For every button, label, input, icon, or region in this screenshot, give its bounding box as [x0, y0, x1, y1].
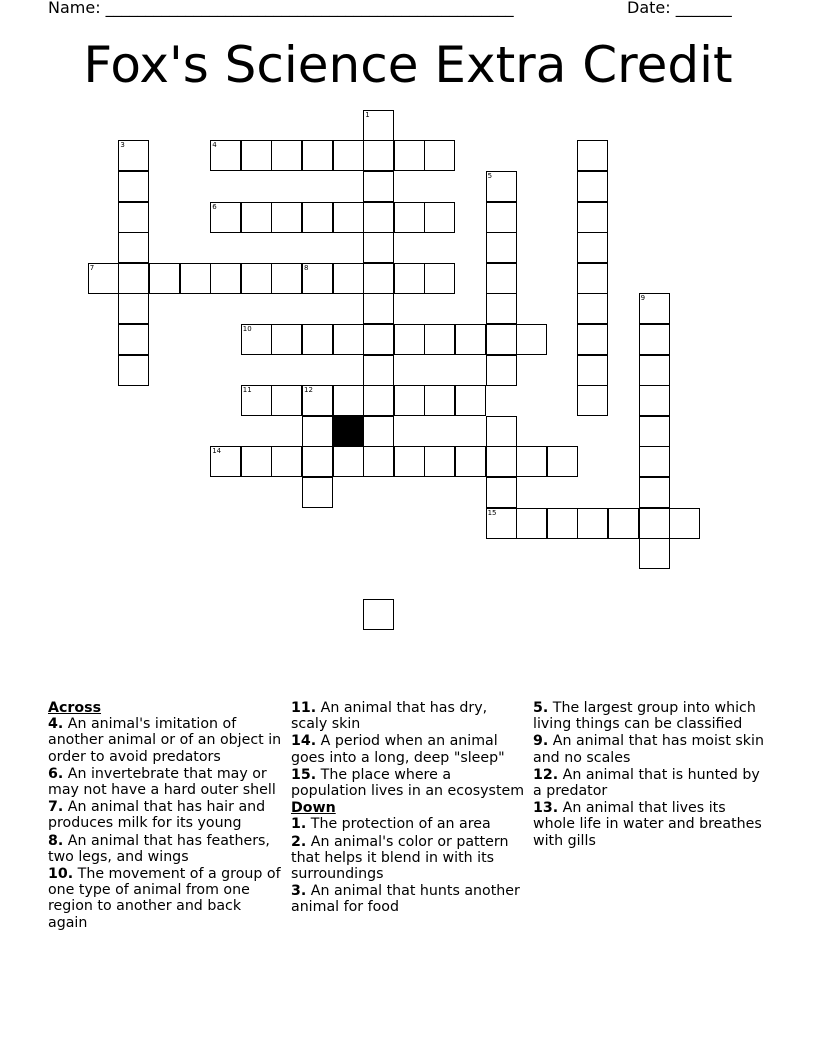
grid-cell[interactable]	[577, 202, 608, 233]
grid-cell[interactable]	[333, 446, 364, 477]
grid-cell[interactable]	[486, 171, 517, 202]
name-label: Name: ___________________________________________________	[48, 0, 514, 17]
clue-item-text: An animal that has dry, scaly skin	[291, 700, 488, 733]
clue-number: 6	[212, 202, 217, 211]
grid-cell[interactable]	[241, 202, 272, 233]
grid-cell[interactable]	[118, 263, 149, 294]
grid-cell[interactable]	[394, 140, 425, 171]
grid-cell[interactable]	[302, 324, 333, 355]
grid-cell[interactable]	[210, 263, 241, 294]
clue-item-number: 8.	[48, 832, 64, 849]
grid-cell[interactable]	[424, 202, 455, 233]
grid-cell[interactable]	[394, 385, 425, 416]
grid-cell[interactable]	[639, 538, 670, 569]
clue-item-text: The movement of a group of one type of animal from one region to another and back again	[48, 866, 281, 931]
grid-cell[interactable]	[577, 140, 608, 171]
grid-cell[interactable]	[486, 232, 517, 263]
grid-cell[interactable]	[302, 140, 333, 171]
clue-item-number: 11.	[291, 700, 317, 716]
grid-cell[interactable]	[118, 232, 149, 263]
clue-item-text: An animal that hunts another animal for food	[291, 883, 520, 916]
grid-cell[interactable]	[302, 263, 333, 294]
grid-cell[interactable]	[88, 263, 119, 294]
clue-number: 8	[304, 263, 309, 272]
clue-item-number: 4.	[48, 716, 64, 733]
grid-cell[interactable]	[302, 416, 333, 447]
clue-item	[291, 733, 527, 765]
clue-item-text: An animal that has feathers, two legs, and wings	[48, 832, 270, 865]
grid-cell[interactable]	[577, 355, 608, 386]
grid-cell[interactable]	[333, 324, 364, 355]
clue-number: 11	[242, 386, 252, 395]
grid-cell[interactable]	[455, 385, 486, 416]
clue-item	[48, 716, 284, 765]
clue-item-text: A period when an animal goes into a long, deep "sleep"	[291, 733, 505, 766]
clue-item	[291, 834, 527, 883]
grid-cell[interactable]	[394, 446, 425, 477]
grid-cell[interactable]	[210, 202, 241, 233]
grid-cell[interactable]	[577, 263, 608, 294]
clue-item-number: 3.	[291, 883, 307, 900]
clue-item-number: 7.	[48, 799, 64, 816]
grid-cell[interactable]	[241, 446, 272, 477]
grid-cell[interactable]	[271, 140, 302, 171]
across-heading: Across	[48, 700, 102, 716]
grid-cell[interactable]	[424, 385, 455, 416]
grid-cell[interactable]	[118, 171, 149, 202]
grid-cell[interactable]	[669, 508, 700, 539]
grid-cell[interactable]	[241, 324, 272, 355]
grid-cell[interactable]	[639, 446, 670, 477]
grid-cell[interactable]	[577, 508, 608, 539]
grid-cell[interactable]	[241, 263, 272, 294]
grid-cell[interactable]	[486, 293, 517, 324]
clue-item-text: The largest group into which living things can be classified	[533, 700, 756, 733]
clue-item	[48, 766, 284, 798]
clue-number: 14	[212, 447, 222, 456]
grid-cell[interactable]	[486, 355, 517, 386]
grid-cell[interactable]	[639, 508, 670, 539]
clue-item-number: 14.	[291, 733, 317, 750]
clue-item-text: An animal that lives its whole life in water and breathes with gills	[533, 800, 762, 849]
grid-cell[interactable]	[486, 508, 517, 539]
grid-cell[interactable]	[363, 599, 394, 630]
grid-cell[interactable]	[486, 416, 517, 447]
grid-cell[interactable]	[118, 293, 149, 324]
grid-cell[interactable]	[486, 477, 517, 508]
grid-cell[interactable]	[363, 385, 394, 416]
grid-cell[interactable]	[486, 263, 517, 294]
grid-cell[interactable]	[118, 140, 149, 171]
clue-item-text: The protection of an area	[310, 816, 491, 833]
grid-cell[interactable]	[424, 324, 455, 355]
grid-cell[interactable]	[516, 446, 547, 477]
grid-cell[interactable]	[118, 202, 149, 233]
grid-cell[interactable]	[547, 508, 578, 539]
grid-cell[interactable]	[639, 385, 670, 416]
black-cell	[333, 416, 364, 447]
clue-item	[48, 866, 284, 931]
clue-item	[48, 833, 284, 865]
grid-cell[interactable]	[302, 385, 333, 416]
clue-item-number: 2.	[291, 833, 307, 850]
date-label: Date: _______	[627, 0, 732, 17]
clue-number: 3	[120, 141, 125, 150]
grid-cell[interactable]	[363, 355, 394, 386]
grid-cell[interactable]	[577, 171, 608, 202]
clue-item	[533, 733, 769, 765]
clue-item-text: An animal's imitation of another animal or of an object in order to avoid predators	[48, 716, 282, 765]
clue-item-text: An invertebrate that may or may not have a hard outer shell	[48, 765, 276, 799]
clue-item-number: 1.	[291, 816, 307, 833]
clue-item-text: An animal's color or pattern that helps it blend in with its surroundings	[291, 833, 509, 883]
clue-item	[533, 767, 769, 799]
grid-cell[interactable]	[118, 355, 149, 386]
clue-item-number: 5.	[533, 700, 549, 716]
grid-cell[interactable]	[577, 293, 608, 324]
grid-cell[interactable]	[363, 416, 394, 447]
grid-cell[interactable]	[149, 263, 180, 294]
clue-number: 5	[487, 172, 493, 180]
grid-cell[interactable]	[333, 140, 364, 171]
grid-cell[interactable]	[394, 263, 425, 294]
grid-cell[interactable]	[363, 171, 394, 202]
grid-cell[interactable]	[363, 446, 394, 477]
grid-cell[interactable]	[424, 446, 455, 477]
grid-cell[interactable]	[333, 202, 364, 233]
page-title: Fox's Science Extra Credit	[83, 36, 733, 94]
grid-cell[interactable]	[577, 385, 608, 416]
clue-item-number: 15.	[291, 766, 317, 783]
grid-cell[interactable]	[547, 446, 578, 477]
clue-number: 12	[304, 386, 313, 395]
clue-item-number: 9.	[533, 733, 549, 750]
clue-column-3	[533, 700, 769, 850]
grid-cell[interactable]	[363, 324, 394, 355]
grid-cell[interactable]	[577, 324, 608, 355]
grid-cell[interactable]	[333, 385, 364, 416]
grid-cell[interactable]	[210, 140, 241, 171]
clue-item-number: 6.	[48, 765, 64, 782]
grid-cell[interactable]	[639, 477, 670, 508]
grid-cell[interactable]	[424, 263, 455, 294]
grid-cell[interactable]	[241, 140, 272, 171]
grid-cell[interactable]	[180, 263, 211, 294]
clue-item-text: The place where a population lives in an ecosystem	[291, 766, 525, 800]
grid-cell[interactable]	[363, 232, 394, 263]
clue-number: 15	[487, 508, 497, 517]
clue-item	[291, 816, 527, 832]
grid-cell[interactable]	[394, 202, 425, 233]
grid-cell[interactable]	[302, 446, 333, 477]
grid-cell[interactable]	[455, 324, 486, 355]
grid-cell[interactable]	[639, 355, 670, 386]
grid-cell[interactable]	[394, 324, 425, 355]
grid-cell[interactable]	[363, 202, 394, 233]
clue-number: 10	[242, 325, 252, 333]
clue-item-text: An animal that has hair and produces milk for its young	[48, 799, 266, 832]
clue-item	[291, 883, 527, 915]
clue-item-number: 12.	[533, 766, 559, 783]
clue-column-1	[48, 700, 284, 932]
grid-cell[interactable]	[363, 263, 394, 294]
grid-cell[interactable]	[577, 232, 608, 263]
clue-number: 4	[212, 141, 217, 150]
clue-item	[533, 700, 769, 732]
grid-cell[interactable]	[639, 416, 670, 447]
grid-cell[interactable]	[118, 324, 149, 355]
grid-cell[interactable]	[363, 140, 394, 171]
grid-cell[interactable]	[486, 446, 517, 477]
grid-cell[interactable]	[424, 140, 455, 171]
grid-cell[interactable]	[333, 263, 364, 294]
grid-cell[interactable]	[271, 324, 302, 355]
grid-cell[interactable]	[363, 110, 394, 141]
grid-cell[interactable]	[271, 263, 302, 294]
grid-cell[interactable]	[302, 477, 333, 508]
clue-number: 9	[640, 294, 646, 303]
grid-cell[interactable]	[516, 324, 547, 355]
grid-cell[interactable]	[639, 293, 670, 324]
clue-item	[533, 800, 769, 849]
grid-cell[interactable]	[271, 446, 302, 477]
grid-cell[interactable]	[363, 293, 394, 324]
grid-cell[interactable]	[271, 385, 302, 416]
grid-cell[interactable]	[455, 446, 486, 477]
grid-cell[interactable]	[608, 508, 639, 539]
clue-item	[291, 700, 527, 732]
grid-cell[interactable]	[210, 446, 241, 477]
clue-number: 1	[365, 110, 370, 119]
grid-cell[interactable]	[639, 324, 670, 355]
clue-item-number: 10.	[48, 866, 74, 883]
clue-column-2	[291, 700, 527, 917]
grid-cell[interactable]	[486, 202, 517, 233]
clue-item	[48, 799, 284, 831]
clue-item	[291, 767, 527, 799]
clue-item-text: An animal that has moist skin and no scales	[533, 733, 764, 766]
grid-cell[interactable]	[486, 324, 517, 355]
clue-item-number: 13.	[533, 800, 559, 817]
clue-item-text: An animal that is hunted by a predator	[533, 766, 760, 800]
grid-cell[interactable]	[271, 202, 302, 233]
clue-number: 7	[89, 263, 95, 272]
grid-cell[interactable]	[516, 508, 547, 539]
grid-cell[interactable]	[241, 385, 272, 416]
down-heading: Down	[291, 800, 336, 817]
grid-cell[interactable]	[302, 202, 333, 233]
